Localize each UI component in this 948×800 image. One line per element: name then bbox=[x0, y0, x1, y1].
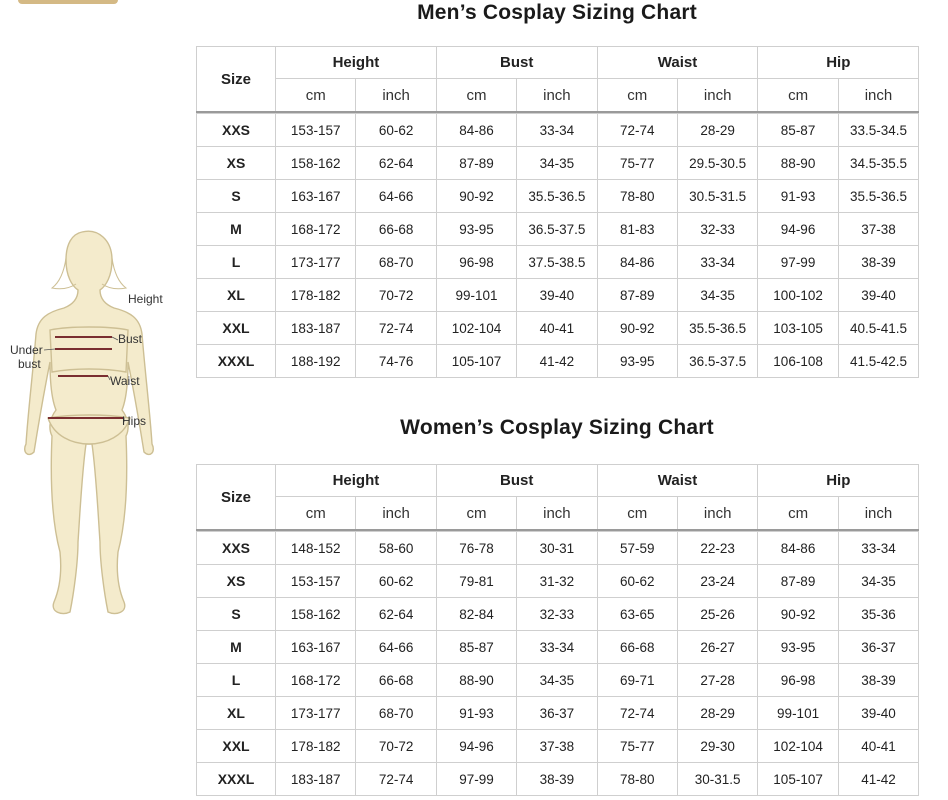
table-cell: 25-26 bbox=[677, 598, 757, 631]
table-cell: 72-74 bbox=[356, 312, 436, 345]
women-size-table bbox=[196, 464, 919, 796]
table-cell: 84-86 bbox=[597, 246, 677, 279]
size-label-cell: M bbox=[197, 631, 276, 664]
table-cell: 72-74 bbox=[356, 763, 436, 796]
table-cell: 87-89 bbox=[436, 147, 516, 180]
under-bust-label-line1: Under bbox=[10, 343, 43, 357]
size-label-cell: L bbox=[197, 246, 276, 279]
table-cell: 173-177 bbox=[276, 246, 356, 279]
table-cell: 34-35 bbox=[517, 147, 597, 180]
table-cell: 99-101 bbox=[758, 697, 838, 730]
table-cell: 35.5-36.5 bbox=[517, 180, 597, 213]
table-cell: 38-39 bbox=[838, 664, 918, 697]
table-cell: 66-68 bbox=[356, 213, 436, 246]
men-chart-title: Men’s Cosplay Sizing Chart bbox=[417, 1, 697, 24]
table-cell: 183-187 bbox=[276, 763, 356, 796]
table-cell: 88-90 bbox=[758, 147, 838, 180]
table-cell: 68-70 bbox=[356, 246, 436, 279]
table-row bbox=[197, 147, 919, 180]
size-label-cell: XXL bbox=[197, 730, 276, 763]
table-cell: 103-105 bbox=[758, 312, 838, 345]
table-cell: 30.5-31.5 bbox=[677, 180, 757, 213]
table-cell: 93-95 bbox=[758, 631, 838, 664]
table-cell: 35.5-36.5 bbox=[677, 312, 757, 345]
table-cell: 32-33 bbox=[677, 213, 757, 246]
table-cell: 102-104 bbox=[758, 730, 838, 763]
table-cell: 168-172 bbox=[276, 664, 356, 697]
table-cell: 105-107 bbox=[758, 763, 838, 796]
table-cell: 37-38 bbox=[517, 730, 597, 763]
table-row bbox=[197, 532, 919, 565]
table-cell: 39-40 bbox=[838, 279, 918, 312]
unit-header: cm bbox=[758, 79, 838, 113]
table-cell: 35.5-36.5 bbox=[838, 180, 918, 213]
table-cell: 70-72 bbox=[356, 730, 436, 763]
table-cell: 60-62 bbox=[356, 565, 436, 598]
waist-label: Waist bbox=[110, 374, 140, 388]
group-header-height: Height bbox=[276, 47, 437, 79]
table-cell: 153-157 bbox=[276, 565, 356, 598]
table-cell: 96-98 bbox=[758, 664, 838, 697]
men-header-group-row bbox=[197, 47, 919, 79]
table-cell: 57-59 bbox=[597, 532, 677, 565]
table-cell: 36.5-37.5 bbox=[517, 213, 597, 246]
unit-header: inch bbox=[356, 497, 436, 531]
table-cell: 90-92 bbox=[597, 312, 677, 345]
table-cell: 41-42 bbox=[838, 763, 918, 796]
hips-label: Hips bbox=[122, 414, 147, 428]
table-cell: 66-68 bbox=[356, 664, 436, 697]
table-cell: 173-177 bbox=[276, 697, 356, 730]
table-cell: 148-152 bbox=[276, 532, 356, 565]
table-cell: 75-77 bbox=[597, 730, 677, 763]
table-cell: 79-81 bbox=[436, 565, 516, 598]
table-cell: 100-102 bbox=[758, 279, 838, 312]
table-cell: 40-41 bbox=[838, 730, 918, 763]
table-cell: 78-80 bbox=[597, 763, 677, 796]
table-cell: 82-84 bbox=[436, 598, 516, 631]
table-cell: 40.5-41.5 bbox=[838, 312, 918, 345]
size-label-cell: XXS bbox=[197, 532, 276, 565]
table-cell: 90-92 bbox=[436, 180, 516, 213]
group-header-waist: Waist bbox=[597, 47, 758, 79]
table-cell: 91-93 bbox=[436, 697, 516, 730]
table-cell: 84-86 bbox=[758, 532, 838, 565]
group-header-bust: Bust bbox=[436, 47, 597, 79]
table-cell: 188-192 bbox=[276, 345, 356, 378]
table-cell: 34-35 bbox=[677, 279, 757, 312]
table-cell: 29.5-30.5 bbox=[677, 147, 757, 180]
table-cell: 72-74 bbox=[597, 697, 677, 730]
group-header-bust: Bust bbox=[436, 465, 597, 497]
table-cell: 158-162 bbox=[276, 598, 356, 631]
table-cell: 178-182 bbox=[276, 730, 356, 763]
table-cell: 28-29 bbox=[677, 697, 757, 730]
table-cell: 94-96 bbox=[436, 730, 516, 763]
size-label-cell: XXL bbox=[197, 312, 276, 345]
table-cell: 88-90 bbox=[436, 664, 516, 697]
body-measurement-figure bbox=[0, 222, 180, 628]
size-label-cell: XS bbox=[197, 565, 276, 598]
size-label-cell: XXS bbox=[197, 114, 276, 147]
table-cell: 66-68 bbox=[597, 631, 677, 664]
table-cell: 62-64 bbox=[356, 598, 436, 631]
table-cell: 76-78 bbox=[436, 532, 516, 565]
table-cell: 158-162 bbox=[276, 147, 356, 180]
size-label-cell: XXXL bbox=[197, 763, 276, 796]
table-row bbox=[197, 213, 919, 246]
group-header-waist: Waist bbox=[597, 465, 758, 497]
table-cell: 106-108 bbox=[758, 345, 838, 378]
table-cell: 58-60 bbox=[356, 532, 436, 565]
table-cell: 33-34 bbox=[838, 532, 918, 565]
group-header-hip: Hip bbox=[758, 47, 919, 79]
table-cell: 163-167 bbox=[276, 180, 356, 213]
under-bust-label-line2: bust bbox=[18, 357, 41, 371]
table-cell: 33-34 bbox=[517, 114, 597, 147]
size-label-cell: S bbox=[197, 180, 276, 213]
table-cell: 29-30 bbox=[677, 730, 757, 763]
unit-header: inch bbox=[838, 79, 918, 113]
table-cell: 36-37 bbox=[517, 697, 597, 730]
table-row bbox=[197, 730, 919, 763]
table-cell: 27-28 bbox=[677, 664, 757, 697]
table-cell: 40-41 bbox=[517, 312, 597, 345]
table-cell: 60-62 bbox=[597, 565, 677, 598]
unit-header: cm bbox=[597, 497, 677, 531]
group-header-hip: Hip bbox=[758, 465, 919, 497]
size-label-cell: XL bbox=[197, 279, 276, 312]
table-cell: 39-40 bbox=[517, 279, 597, 312]
table-cell: 34.5-35.5 bbox=[838, 147, 918, 180]
table-cell: 105-107 bbox=[436, 345, 516, 378]
men-header-unit-row bbox=[197, 79, 919, 113]
unit-header: inch bbox=[677, 79, 757, 113]
table-cell: 97-99 bbox=[436, 763, 516, 796]
unit-header: cm bbox=[436, 79, 516, 113]
table-cell: 28-29 bbox=[677, 114, 757, 147]
size-label-cell: M bbox=[197, 213, 276, 246]
table-cell: 41.5-42.5 bbox=[838, 345, 918, 378]
table-cell: 102-104 bbox=[436, 312, 516, 345]
table-row bbox=[197, 114, 919, 147]
table-cell: 32-33 bbox=[517, 598, 597, 631]
unit-header: inch bbox=[356, 79, 436, 113]
table-cell: 163-167 bbox=[276, 631, 356, 664]
table-cell: 33-34 bbox=[517, 631, 597, 664]
table-row bbox=[197, 279, 919, 312]
table-cell: 60-62 bbox=[356, 114, 436, 147]
unit-header: inch bbox=[838, 497, 918, 531]
women-header-group-row bbox=[197, 465, 919, 497]
table-row bbox=[197, 345, 919, 378]
table-cell: 41-42 bbox=[517, 345, 597, 378]
table-cell: 37.5-38.5 bbox=[517, 246, 597, 279]
unit-header: cm bbox=[276, 497, 356, 531]
table-cell: 99-101 bbox=[436, 279, 516, 312]
table-cell: 36.5-37.5 bbox=[677, 345, 757, 378]
table-cell: 33.5-34.5 bbox=[838, 114, 918, 147]
table-cell: 30-31 bbox=[517, 532, 597, 565]
table-cell: 75-77 bbox=[597, 147, 677, 180]
table-cell: 39-40 bbox=[838, 697, 918, 730]
table-cell: 34-35 bbox=[517, 664, 597, 697]
unit-header: inch bbox=[517, 497, 597, 531]
size-label-cell: XL bbox=[197, 697, 276, 730]
table-cell: 87-89 bbox=[597, 279, 677, 312]
size-column-header: Size bbox=[197, 47, 276, 113]
height-label: Height bbox=[128, 292, 163, 306]
table-cell: 84-86 bbox=[436, 114, 516, 147]
table-cell: 93-95 bbox=[436, 213, 516, 246]
table-cell: 85-87 bbox=[436, 631, 516, 664]
corner-logo-fragment bbox=[18, 0, 118, 4]
men-size-table bbox=[196, 46, 919, 378]
table-cell: 62-64 bbox=[356, 147, 436, 180]
table-cell: 64-66 bbox=[356, 631, 436, 664]
table-cell: 33-34 bbox=[677, 246, 757, 279]
unit-header: inch bbox=[677, 497, 757, 531]
table-cell: 69-71 bbox=[597, 664, 677, 697]
table-cell: 31-32 bbox=[517, 565, 597, 598]
table-row bbox=[197, 631, 919, 664]
table-cell: 70-72 bbox=[356, 279, 436, 312]
table-cell: 96-98 bbox=[436, 246, 516, 279]
table-cell: 38-39 bbox=[838, 246, 918, 279]
table-cell: 87-89 bbox=[758, 565, 838, 598]
table-cell: 183-187 bbox=[276, 312, 356, 345]
table-cell: 90-92 bbox=[758, 598, 838, 631]
table-cell: 22-23 bbox=[677, 532, 757, 565]
table-cell: 35-36 bbox=[838, 598, 918, 631]
unit-header: inch bbox=[517, 79, 597, 113]
table-row bbox=[197, 763, 919, 796]
size-label-cell: XXXL bbox=[197, 345, 276, 378]
table-cell: 93-95 bbox=[597, 345, 677, 378]
table-row bbox=[197, 246, 919, 279]
size-label-cell: S bbox=[197, 598, 276, 631]
table-cell: 26-27 bbox=[677, 631, 757, 664]
unit-header: cm bbox=[597, 79, 677, 113]
table-row bbox=[197, 664, 919, 697]
table-row bbox=[197, 312, 919, 345]
table-cell: 81-83 bbox=[597, 213, 677, 246]
table-cell: 91-93 bbox=[758, 180, 838, 213]
table-cell: 63-65 bbox=[597, 598, 677, 631]
table-row bbox=[197, 598, 919, 631]
bust-label: Bust bbox=[118, 332, 143, 346]
unit-header: cm bbox=[276, 79, 356, 113]
table-cell: 168-172 bbox=[276, 213, 356, 246]
table-cell: 36-37 bbox=[838, 631, 918, 664]
table-cell: 37-38 bbox=[838, 213, 918, 246]
table-cell: 68-70 bbox=[356, 697, 436, 730]
table-cell: 38-39 bbox=[517, 763, 597, 796]
table-cell: 178-182 bbox=[276, 279, 356, 312]
table-cell: 78-80 bbox=[597, 180, 677, 213]
group-header-height: Height bbox=[276, 465, 437, 497]
table-cell: 23-24 bbox=[677, 565, 757, 598]
women-chart-title: Women’s Cosplay Sizing Chart bbox=[400, 416, 714, 439]
unit-header: cm bbox=[758, 497, 838, 531]
size-label-cell: L bbox=[197, 664, 276, 697]
table-cell: 34-35 bbox=[838, 565, 918, 598]
table-cell: 153-157 bbox=[276, 114, 356, 147]
table-row bbox=[197, 565, 919, 598]
table-cell: 94-96 bbox=[758, 213, 838, 246]
unit-header: cm bbox=[436, 497, 516, 531]
table-cell: 72-74 bbox=[597, 114, 677, 147]
table-cell: 74-76 bbox=[356, 345, 436, 378]
table-row bbox=[197, 697, 919, 730]
table-row bbox=[197, 180, 919, 213]
size-label-cell: XS bbox=[197, 147, 276, 180]
table-cell: 64-66 bbox=[356, 180, 436, 213]
women-header-unit-row bbox=[197, 497, 919, 531]
table-cell: 97-99 bbox=[758, 246, 838, 279]
table-cell: 85-87 bbox=[758, 114, 838, 147]
size-column-header: Size bbox=[197, 465, 276, 531]
table-cell: 30-31.5 bbox=[677, 763, 757, 796]
